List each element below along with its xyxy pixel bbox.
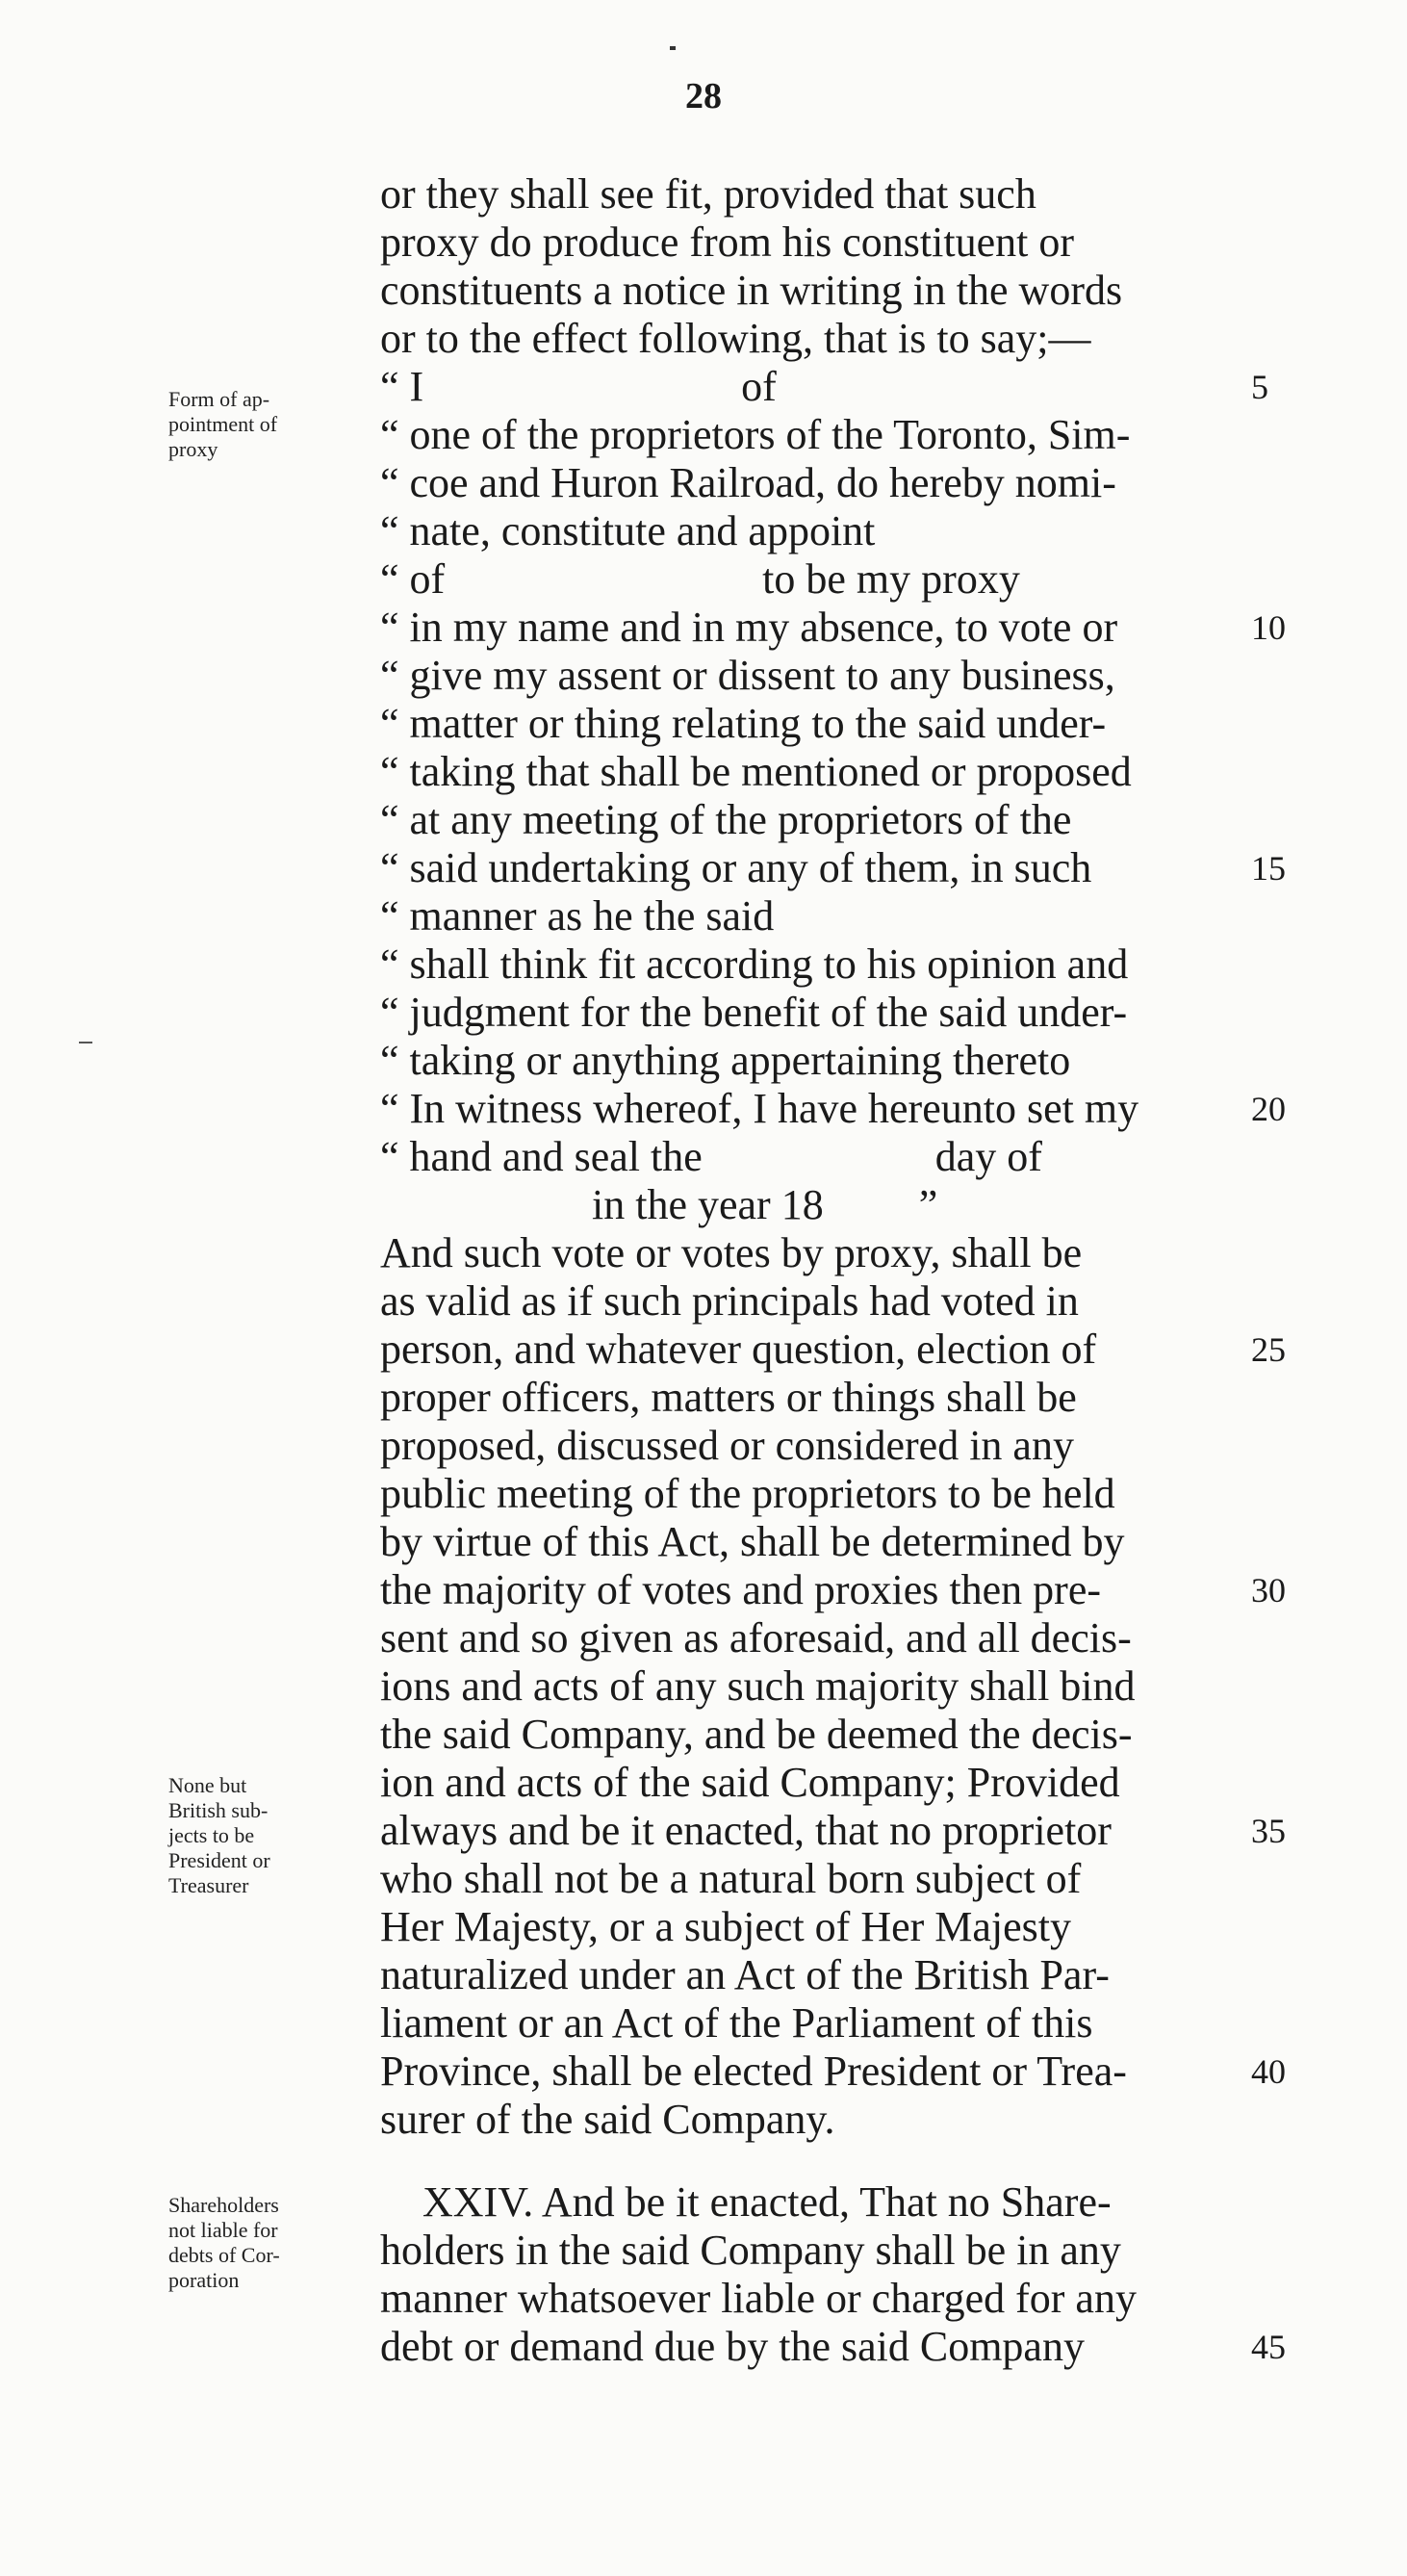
text-line: “ taking or anything appertaining thereto xyxy=(380,1037,1071,1084)
text-line: debt or demand due by the said Company xyxy=(380,2323,1085,2370)
text-line: “ hand and seal the day of xyxy=(380,1133,1042,1180)
ink-mark xyxy=(670,46,676,50)
text-line: who shall not be a natural born subject of xyxy=(380,1855,1082,1902)
text-line: surer of the said Company. xyxy=(380,2096,835,2143)
text-line: holders in the said Company shall be in any xyxy=(380,2227,1121,2274)
text-line: “ manner as he the said xyxy=(380,892,775,940)
line-number: 5 xyxy=(1251,368,1268,406)
text-line: ion and acts of the said Company; Provided xyxy=(380,1759,1120,1806)
text-line: “ give my assent or dissent to any business, xyxy=(380,652,1115,699)
text-line: proposed, discussed or considered in any xyxy=(380,1422,1074,1469)
text-line: by virtue of this Act, shall be determined by xyxy=(380,1518,1125,1565)
text-line: Province, shall be elected President or Trea- xyxy=(380,2048,1127,2095)
line-number: 20 xyxy=(1251,1090,1286,1128)
text-line: the said Company, and be deemed the decis- xyxy=(380,1711,1133,1758)
side-note-shareholders: Shareholders not liable for debts of Cor- poration xyxy=(168,2193,280,2292)
text-line: the majority of votes and proxies then pre- xyxy=(380,1566,1102,1613)
side-note-british-subjects: None but British sub- jects to be President or Treasurer xyxy=(168,1773,270,1897)
text-line: person, and whatever question, election of xyxy=(380,1326,1097,1373)
text-line: or they shall see fit, provided that such xyxy=(380,170,1036,218)
line-number: 30 xyxy=(1251,1571,1286,1610)
text-line: “ coe and Huron Railroad, do hereby nomi- xyxy=(380,459,1116,506)
text-line: “ of to be my proxy xyxy=(380,555,1020,603)
text-line: “ taking that shall be mentioned or proposed xyxy=(380,748,1132,795)
text-line: ions and acts of any such majority shall bind xyxy=(380,1662,1136,1710)
line-number: 15 xyxy=(1251,849,1286,888)
text-line: public meeting of the proprietors to be held xyxy=(380,1470,1115,1517)
text-line: “ in my name and in my absence, to vote or xyxy=(380,604,1118,651)
text-line: liament or an Act of the Parliament of this xyxy=(380,1999,1093,2047)
text-line: And such vote or votes by proxy, shall be xyxy=(380,1229,1083,1276)
text-line: “ shall think fit according to his opinion and xyxy=(380,940,1129,988)
ink-mark xyxy=(79,1042,92,1043)
text-line: sent and so given as aforesaid, and all decis- xyxy=(380,1614,1132,1662)
line-number: 10 xyxy=(1251,608,1286,647)
line-number: 40 xyxy=(1251,2052,1286,2091)
text-line: “ judgment for the benefit of the said under- xyxy=(380,989,1128,1036)
text-line: “ In witness whereof, I have hereunto set my xyxy=(380,1085,1139,1132)
text-line: “ I of xyxy=(380,363,777,410)
text-line: “ at any meeting of the proprietors of the xyxy=(380,796,1072,843)
text-line: proxy do produce from his constituent or xyxy=(380,219,1074,266)
text-line: proper officers, matters or things shall be xyxy=(380,1374,1077,1421)
text-line: in the year 18 ” xyxy=(380,1181,938,1228)
text-line: “ nate, constitute and appoint xyxy=(380,507,876,554)
text-line: constituents a notice in writing in the words xyxy=(380,267,1123,314)
text-line: Her Majesty, or a subject of Her Majesty xyxy=(380,1903,1072,1950)
line-number: 25 xyxy=(1251,1330,1286,1369)
text-line: as valid as if such principals had voted in xyxy=(380,1277,1079,1325)
text-line: or to the effect following, that is to say;— xyxy=(380,315,1091,362)
side-note-proxy-form: Form of ap- pointment of proxy xyxy=(168,387,278,461)
text-line: manner whatsoever liable or charged for any xyxy=(380,2275,1137,2322)
page-number: 28 xyxy=(685,76,722,116)
text-line: “ matter or thing relating to the said under- xyxy=(380,700,1107,747)
text-line: XXIV. And be it enacted, That no Share- xyxy=(380,2178,1112,2226)
line-number: 45 xyxy=(1251,2328,1286,2366)
text-line: always and be it enacted, that no proprietor xyxy=(380,1807,1112,1854)
text-line: naturalized under an Act of the British Par- xyxy=(380,1951,1110,1998)
text-line: “ one of the proprietors of the Toronto, Sim- xyxy=(380,411,1131,458)
line-number: 35 xyxy=(1251,1812,1286,1850)
text-line: “ said undertaking or any of them, in such xyxy=(380,844,1092,891)
